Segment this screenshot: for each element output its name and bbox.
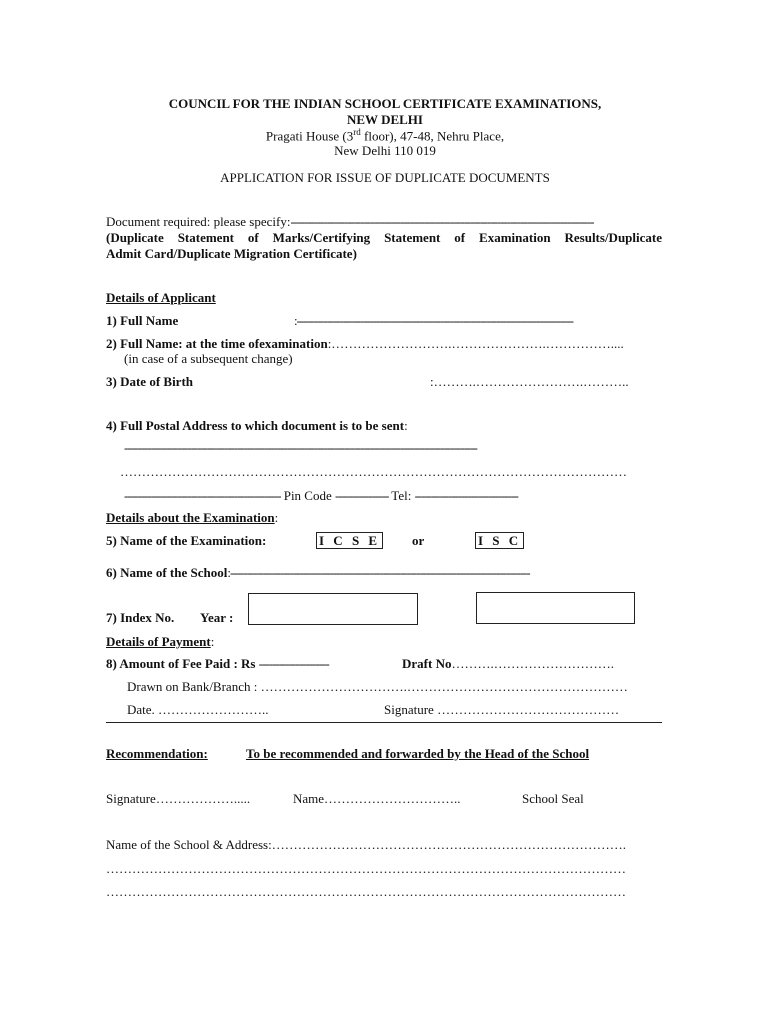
fee-field[interactable]: --------------------- — [258, 656, 329, 671]
draft-row — [402, 656, 614, 672]
signature-row — [384, 702, 619, 718]
pin-code-field[interactable]: ---------------- — [335, 488, 389, 503]
form-title: APPLICATION FOR ISSUE OF DUPLICATE DOCUMENTS — [220, 170, 550, 185]
school-name-field[interactable]: 6) Name of the School:------------------------------------------------------------------------------------------ — [106, 565, 530, 580]
address-line1-field[interactable]: ---------------------------------------------------------------------------------------------------------- — [124, 440, 477, 455]
fee-row — [106, 656, 329, 672]
document-required-field[interactable]: Document required: please specify:------------------------------------------------------------------------------------------- — [106, 214, 594, 229]
school-address-line3-field[interactable]: ………………………………………………………………………………………………………… — [106, 884, 626, 899]
full-name-field[interactable]: :----------------------------------------------------------------------------------- — [294, 313, 573, 328]
school-address-field[interactable]: ………………………………………………………………………. — [271, 837, 626, 852]
exam-time-name-note: (in case of a subsequent change) — [124, 351, 293, 366]
head-signature-field[interactable]: ………………..... — [155, 791, 251, 806]
payment-section-title: Details of Payment: — [106, 634, 215, 649]
head-signature-label: Signature — [106, 791, 156, 806]
school-seal-label: School Seal — [522, 791, 584, 806]
or-label: or — [412, 533, 425, 548]
head-signature-row — [106, 791, 250, 807]
address-line3-field[interactable]: ----------------------------------------------- — [124, 488, 281, 503]
exam-name-label: 5) Name of the Examination: — [106, 533, 267, 548]
recommendation-title: Recommendation: — [106, 746, 208, 761]
signature-field[interactable]: …………………………………… — [437, 702, 620, 717]
applicant-section-title: Details of Applicant — [106, 290, 216, 305]
head-name-field[interactable]: ………………………….. — [324, 791, 461, 806]
draft-label: Draft No — [402, 656, 452, 671]
head-name-label: Name — [293, 791, 325, 806]
year-label: Year : — [200, 610, 234, 625]
dob-label: 3) Date of Birth — [106, 374, 194, 389]
date-row — [127, 702, 269, 718]
school-address-line2-field[interactable]: ………………………………………………………………………………………………………… — [106, 861, 626, 876]
additional-input-box[interactable] — [476, 592, 635, 624]
org-address-line1: Pragati House (3rd floor), 47-48, Nehru Place, — [265, 127, 505, 144]
address-label: 4) Full Postal Address to which document is to be sent: — [106, 418, 408, 433]
exam-time-name-field[interactable]: 2) Full Name: at the time ofexamination:……………………….………………….…………….... — [106, 336, 624, 351]
section-divider — [106, 722, 662, 723]
isc-option[interactable]: I S C — [475, 532, 524, 549]
school-address-label: Name of the School & Address: — [106, 837, 272, 852]
org-city: NEW DELHI — [347, 112, 423, 127]
bank-label: Drawn on Bank/Branch : — [127, 679, 258, 694]
recommendation-instruction: To be recommended and forwarded by the Head of the School — [246, 746, 590, 761]
document-options-line2: Admit Card/Duplicate Migration Certificate) — [106, 246, 357, 261]
examination-section-title: Details about the Examination: — [106, 510, 279, 525]
org-name: COUNCIL FOR THE INDIAN SCHOOL CERTIFICATE EXAMINATIONS, — [168, 96, 602, 111]
bank-row — [127, 679, 628, 695]
date-label: Date. — [127, 702, 155, 717]
date-field[interactable]: …………………….. — [158, 702, 269, 717]
index-year-input-box[interactable] — [248, 593, 418, 625]
icse-option[interactable]: I C S E — [316, 532, 383, 549]
fee-label: 8) Amount of Fee Paid : Rs — [106, 656, 256, 671]
index-no-label: 7) Index No. — [106, 610, 175, 625]
tel-field[interactable]: ------------------------------- — [414, 488, 518, 503]
dob-field[interactable]: :……….…………………….……….. — [430, 374, 629, 389]
draft-field[interactable]: ……….………………………. — [451, 656, 614, 671]
document-options: (Duplicate Statement of Marks/Certifying Statement of Examination Results/Duplicate — [106, 230, 662, 245]
signature-label: Signature — [384, 702, 434, 717]
school-address-row — [106, 837, 662, 853]
full-name-label: 1) Full Name — [106, 313, 179, 328]
bank-field[interactable]: …………………………….…………………………………………… — [260, 679, 628, 694]
head-name-row — [293, 791, 461, 807]
pin-code-label: Pin Code — [283, 488, 332, 503]
address-line3-row — [124, 488, 662, 504]
tel-label: Tel: — [391, 488, 412, 503]
address-line2-field[interactable]: ……………………………………………………………………………………………………… — [120, 464, 627, 479]
org-address-line2: New Delhi 110 019 — [334, 143, 436, 158]
